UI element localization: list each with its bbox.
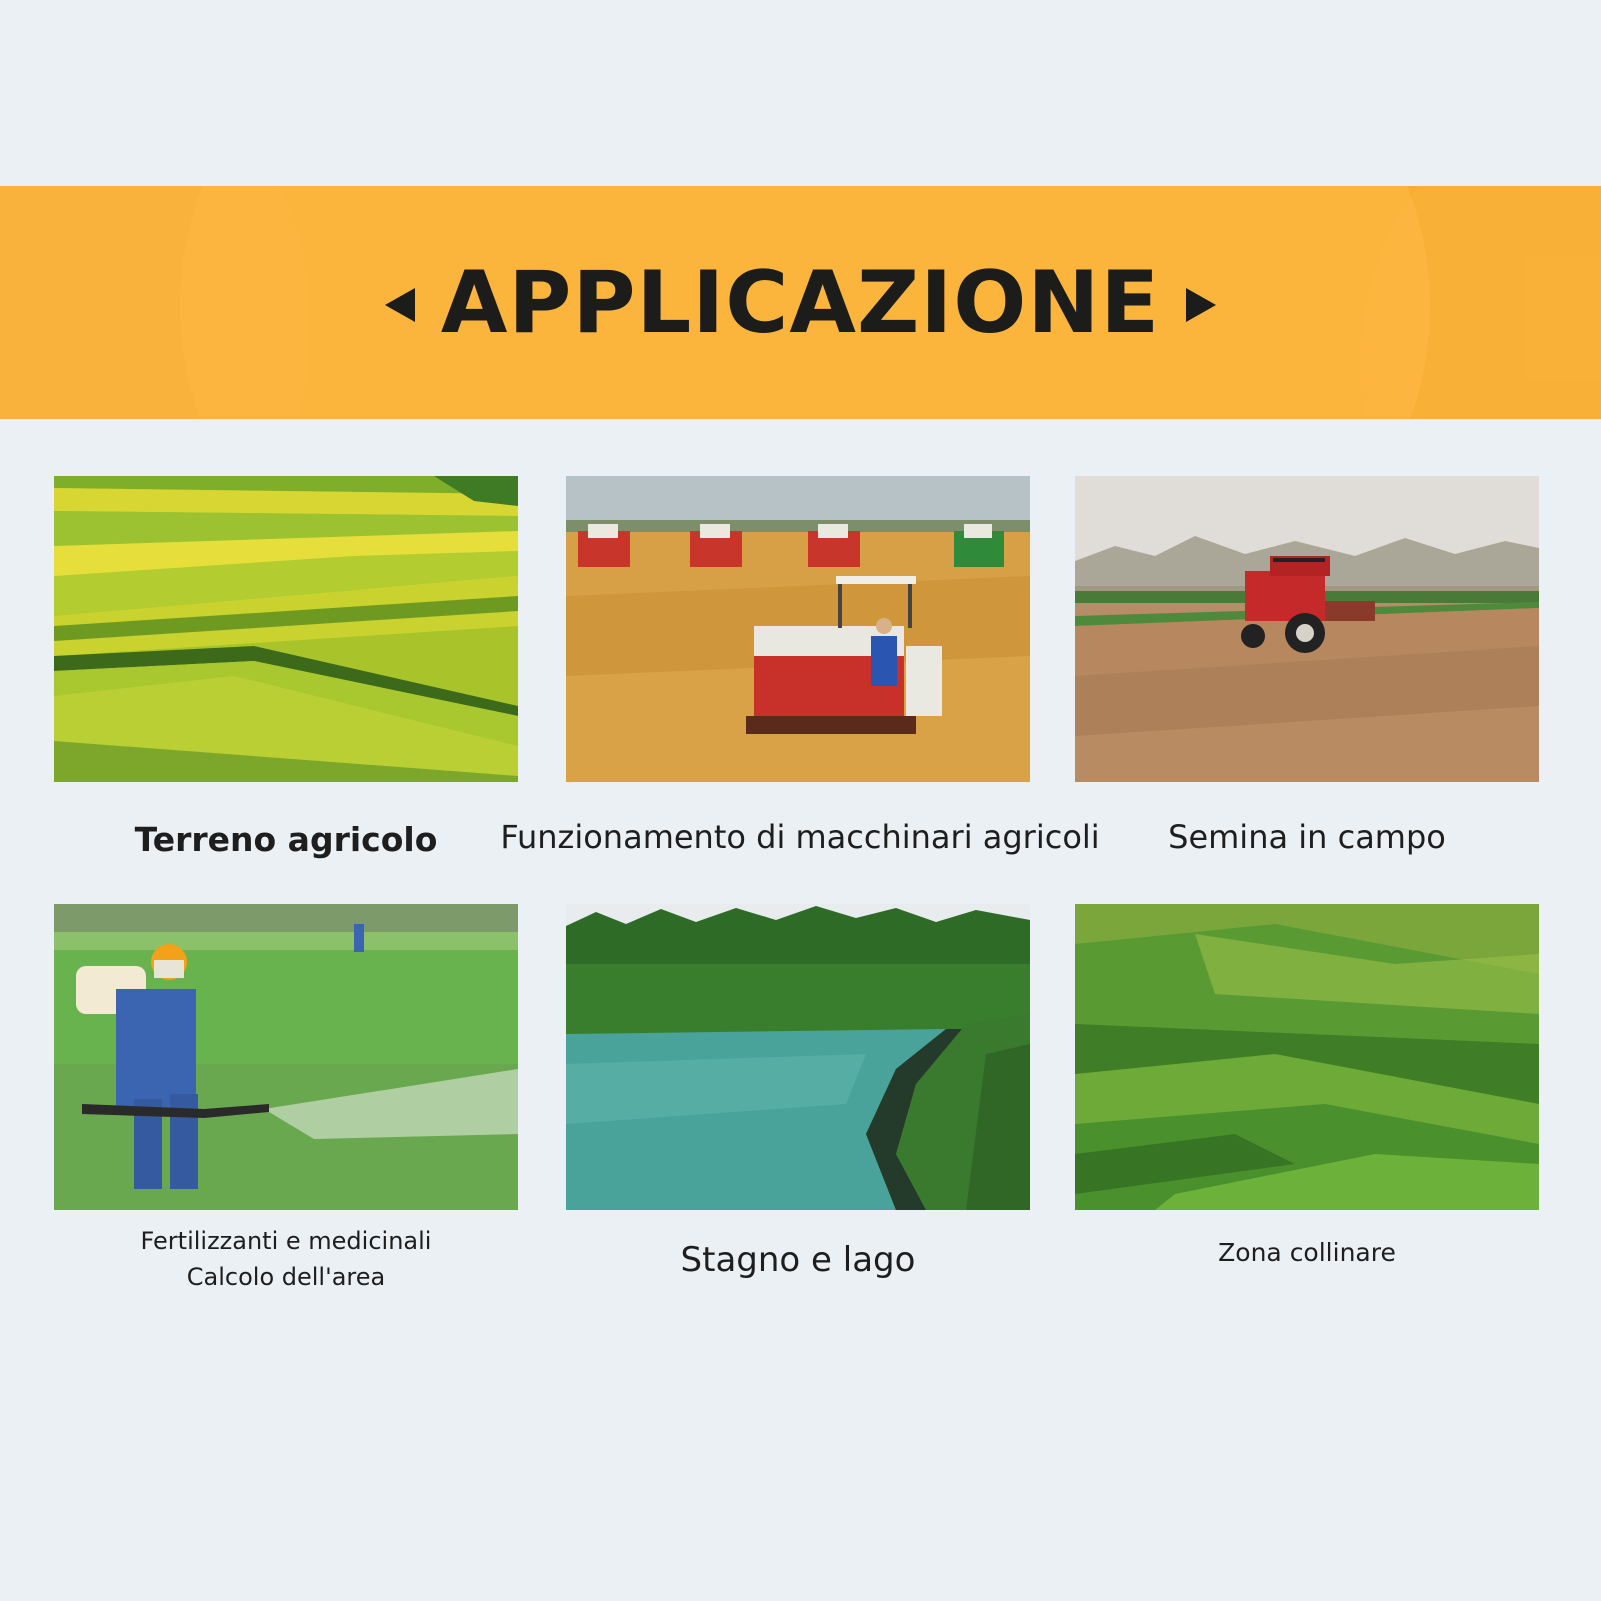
pond-image bbox=[566, 904, 1030, 1210]
caption-fertilizzanti bbox=[54, 1223, 518, 1295]
caption-fertilizzanti-line2: Calcolo dell'area bbox=[186, 1263, 386, 1291]
photo-tractor bbox=[1075, 476, 1539, 782]
spraying-worker-image bbox=[54, 904, 518, 1210]
photo-terraced-fields bbox=[54, 476, 518, 782]
caption-stagno-e-lago: Stagno e lago bbox=[680, 1240, 916, 1280]
photo-pond bbox=[566, 904, 1030, 1210]
photo-spraying bbox=[54, 904, 518, 1210]
triangle-right-icon bbox=[1186, 288, 1216, 322]
caption-semina-in-campo: Semina in campo bbox=[1168, 818, 1446, 856]
caption-fertilizzanti-line1: Fertilizzanti e medicinali bbox=[140, 1227, 432, 1255]
terraced-fields-image bbox=[54, 476, 518, 782]
caption-macchinari-agricoli: Funzionamento di macchinari agricoli bbox=[500, 818, 1100, 856]
photo-hills bbox=[1075, 904, 1539, 1210]
caption-zona-collinare: Zona collinare bbox=[1218, 1238, 1396, 1267]
title-banner bbox=[0, 186, 1601, 419]
triangle-left-icon bbox=[385, 288, 415, 322]
banner-title-row bbox=[0, 186, 1601, 419]
harvesters-image bbox=[566, 476, 1030, 782]
photo-harvesters bbox=[566, 476, 1030, 782]
caption-terreno-agricolo: Terreno agricolo bbox=[134, 820, 438, 859]
hills-image bbox=[1075, 904, 1539, 1210]
tractor-image bbox=[1075, 476, 1539, 782]
page-title: APPLICAZIONE bbox=[440, 252, 1161, 353]
